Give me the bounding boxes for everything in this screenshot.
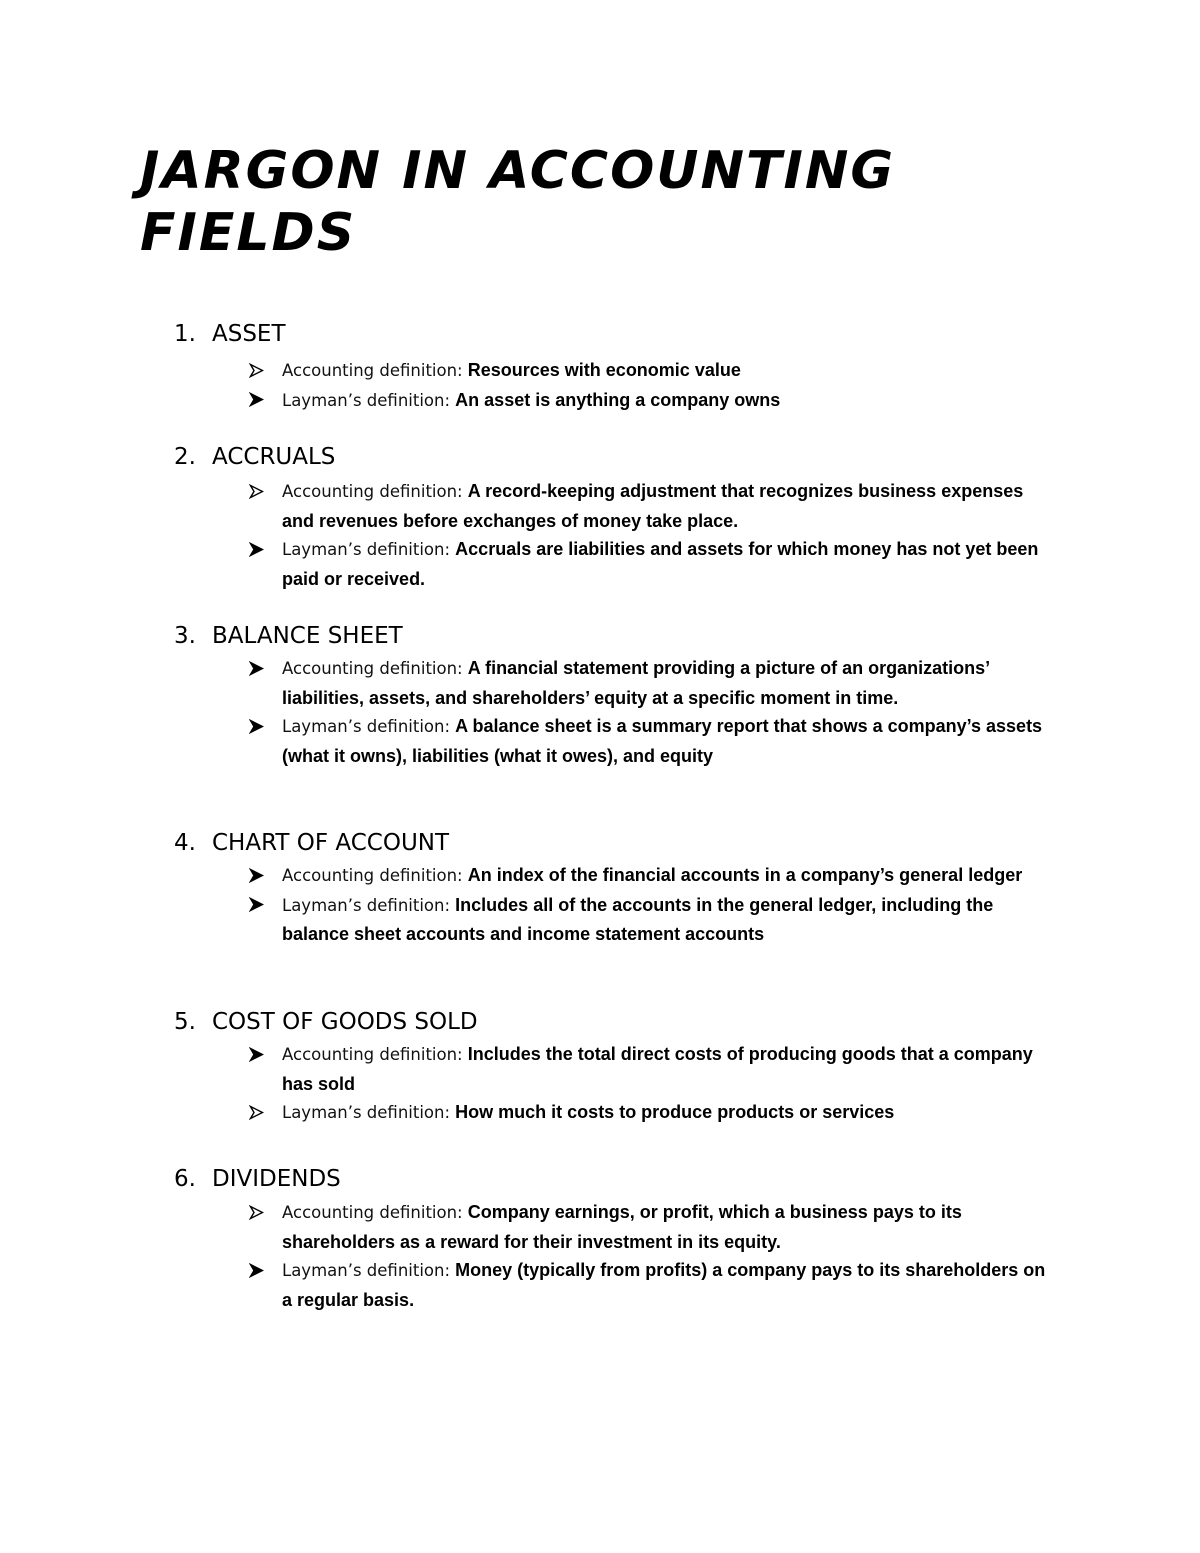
term-heading [174, 827, 1074, 859]
term-name: BALANCE SHEET [212, 623, 403, 649]
definition-text: A balance sheet is a summary report that shows a company’s assets (what it owns), liabilities (what it owes), and equity [282, 716, 1043, 766]
accounting-definition [282, 477, 1052, 535]
arrowhead-bullet-icon [246, 712, 266, 741]
term-dividends [174, 1163, 1074, 1314]
arrowhead-bullet-icon [246, 356, 266, 385]
definition-text: Includes the total direct costs of producing goods that a company has sold [282, 1044, 1033, 1094]
definition-text: A record-keeping adjustment that recognizes business expenses and revenues before exchanges of money take place. [282, 481, 1024, 531]
accounting-definition [282, 861, 1052, 891]
term-number: 3. [174, 623, 196, 649]
term-number: 5. [174, 1009, 196, 1035]
arrowhead-bullet-icon [246, 1198, 266, 1227]
term-number: 2. [174, 444, 196, 470]
term-name: CHART OF ACCOUNT [212, 830, 450, 856]
definition-label: Accounting definition: [282, 866, 463, 885]
accounting-definition [282, 356, 1052, 386]
term-number: 4. [174, 830, 196, 856]
definition-label: Layman’s definition: [282, 1261, 451, 1280]
arrowhead-bullet-icon [246, 535, 266, 564]
term-asset [174, 318, 1074, 415]
definition-text: An index of the financial accounts in a company’s general ledger [467, 865, 1023, 885]
term-name: ACCRUALS [212, 444, 336, 470]
definition-text: Resources with economic value [467, 360, 741, 380]
term-heading [174, 318, 1074, 350]
definition-label: Layman’s definition: [282, 717, 451, 736]
term-name: DIVIDENDS [212, 1166, 341, 1192]
definition-text: Money (typically from profits) a company pays to its shareholders on a regular basis. [282, 1260, 1046, 1310]
definition-label: Accounting definition: [282, 361, 463, 380]
definition-text: Company earnings, or profit, which a business pays to its shareholders as a reward for their investment in its equity. [282, 1202, 962, 1252]
definition-label: Accounting definition: [282, 482, 463, 501]
term-heading [174, 441, 1074, 473]
accounting-definition [282, 1198, 1052, 1256]
term-name: COST OF GOODS SOLD [212, 1009, 478, 1035]
layman-definition [282, 1098, 1052, 1128]
term-balance-sheet [174, 620, 1074, 770]
arrowhead-bullet-icon [246, 1098, 266, 1127]
definition-text: How much it costs to produce products or services [455, 1102, 895, 1122]
accounting-definition [282, 654, 1052, 712]
term-cost-of-goods-sold [174, 1006, 1074, 1128]
term-number: 1. [174, 321, 196, 347]
term-heading [174, 1006, 1074, 1038]
definition-label: Accounting definition: [282, 659, 463, 678]
term-accruals [174, 441, 1074, 593]
term-heading [174, 620, 1074, 652]
definition-text: Includes all of the accounts in the general ledger, including the balance sheet accounts and income statement accounts [282, 894, 994, 944]
definition-text: A financial statement providing a picture of an organizations’ liabilities, assets, and shareholders’ equity at a specific moment in time. [282, 658, 990, 708]
layman-definition [282, 712, 1052, 770]
arrowhead-bullet-icon [246, 477, 266, 506]
definition-text: An asset is anything a company owns [455, 389, 781, 410]
arrowhead-bullet-icon [246, 1256, 266, 1285]
definition-text: Accruals are liabilities and assets for which money has not yet been paid or received. [282, 539, 1039, 589]
definition-label: Layman’s definition: [282, 540, 451, 559]
arrowhead-bullet-icon [246, 654, 266, 683]
layman-definition [282, 386, 1052, 416]
definition-label: Layman’s definition: [282, 1103, 451, 1122]
arrowhead-bullet-icon [246, 861, 266, 890]
term-chart-of-account [174, 827, 1074, 949]
term-name: ASSET [212, 321, 286, 347]
document-title: JARGON IN ACCOUNTING FIELDS [140, 141, 896, 263]
term-number: 6. [174, 1166, 196, 1192]
arrowhead-bullet-icon [246, 1040, 266, 1069]
accounting-definition [282, 1040, 1052, 1098]
layman-definition [282, 891, 1052, 949]
arrowhead-bullet-icon [246, 386, 266, 415]
definition-label: Layman’s definition: [282, 895, 451, 915]
arrowhead-bullet-icon [246, 891, 266, 920]
layman-definition [282, 535, 1052, 593]
definition-label: Accounting definition: [282, 1203, 463, 1222]
definition-label: Layman’s definition: [282, 390, 451, 410]
term-heading [174, 1163, 1074, 1195]
layman-definition [282, 1256, 1052, 1314]
definition-label: Accounting definition: [282, 1045, 463, 1064]
